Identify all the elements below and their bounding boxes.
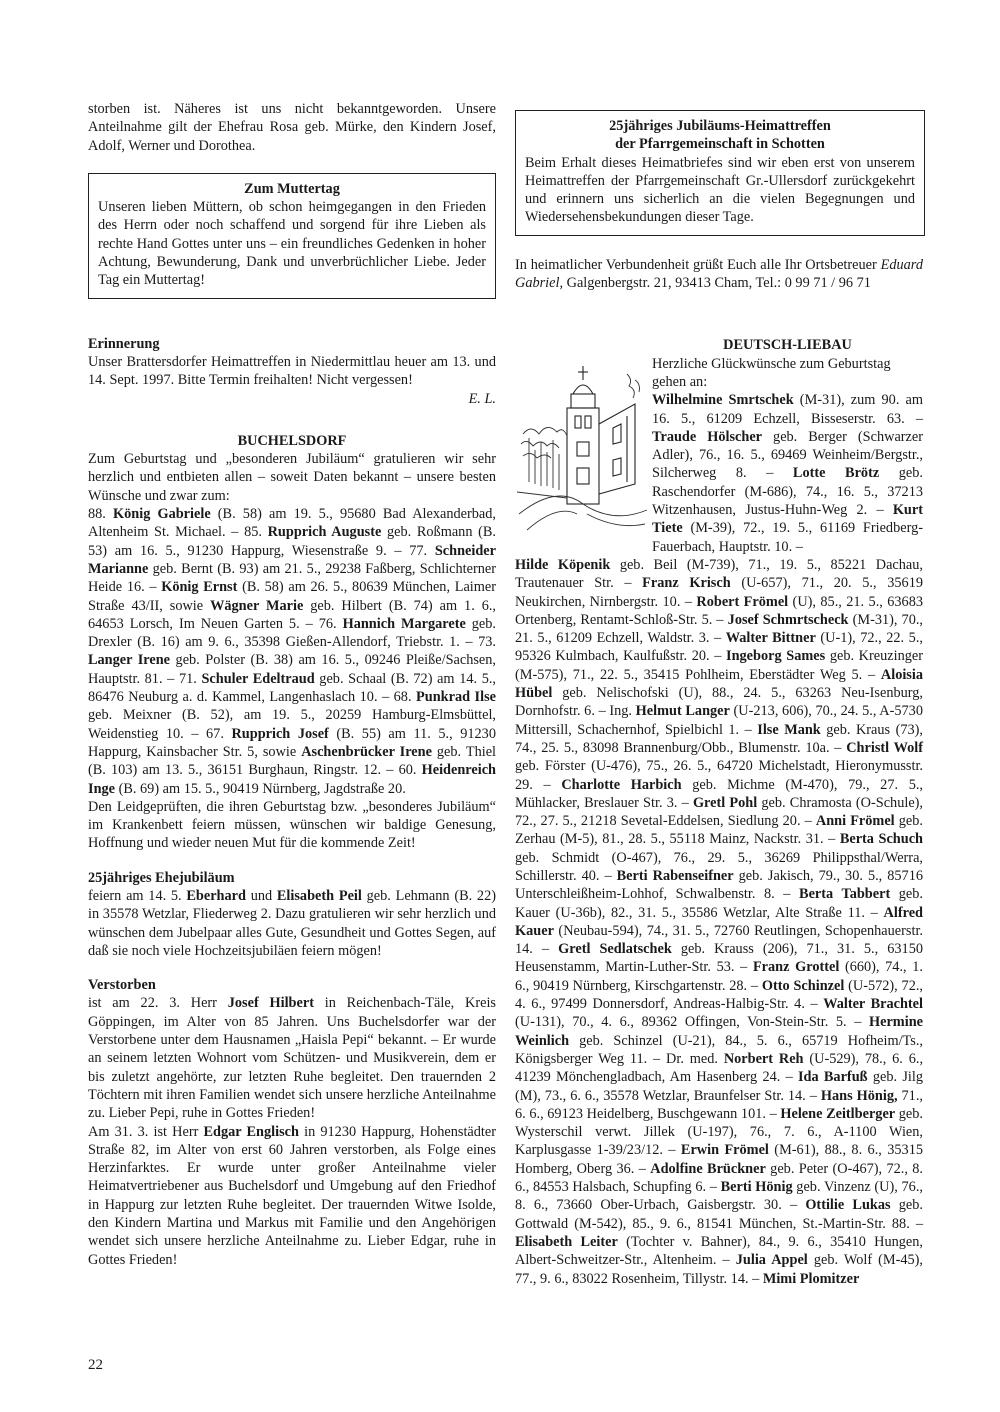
birthday-name: Heidenreich Inge <box>88 762 496 797</box>
liebau-birthday-details: geb. Schinzel (U-21), 84., 5. 6., 65719 Hofheim/Ts., Königsberger Weg 11. – Dr. med. <box>515 1032 923 1067</box>
liebau-birthday-details: (Tochter v. Bahner), 84., 9. 6., 35410 Hungen, Albert-Schweitzer-Str., Altenheim. – <box>515 1233 923 1269</box>
birthday-name: König Ernst <box>161 579 238 596</box>
liebau-birthday-name: Ilse Mank <box>757 721 821 738</box>
ehejub-text-3: geb. Lehmann (B. 22) in 35578 Wetzlar, Fliederweg 2. Dazu gratulieren wir sehr herzlich und wünschen dem Jubelpaar alles Gute, Gesundheit und Gottes Segen, auf daß sie noch viele Hochzeitsjubiläen feiern mögen! <box>88 887 496 959</box>
liebau-list-top <box>652 391 923 556</box>
ortsbetreuer-greeting <box>515 256 923 293</box>
liebau-birthday-details: (660), 74., 1. 6., 90419 Nürnberg, Kirschgartenstr. 28. – <box>515 959 923 994</box>
liebau-birthday-details: (U-657), 71., 20. 5., 35619 Neukirchen, Nirnbergstr. 10. – <box>515 575 923 610</box>
liebau-birthday-name: Berta Tabbert <box>799 886 891 903</box>
birthday-name: Schuler Edeltraud <box>201 670 315 687</box>
birthday-age: 71. <box>178 670 202 687</box>
right-column <box>515 110 923 1288</box>
ehejub-name-1: Eberhard <box>186 887 246 904</box>
liebau-birthday-details: (U), 85., 21. 5., 63683 Ortenberg, Rentamt-Schloß-Str. 5. – <box>515 593 923 628</box>
liebau-birthday-name: Anni Frömel <box>815 813 895 830</box>
ehejubilaeum-text <box>88 887 496 960</box>
liebau-birthday-details: geb. Wysterschil verwt. Jillek (U-197), 76., 7. 6., A-1100 Wien, Karplusgasse 1-39/23/12. – <box>515 1105 923 1159</box>
liebau-birthday-name: Mimi Plomitzer <box>762 1270 860 1287</box>
birthday-age: 85. <box>244 524 268 541</box>
ehejub-text-2: und <box>245 887 277 904</box>
liebau-birthday-details: geb. Jakisch, 79., 30. 5., 85716 Unterschleißheim-Lohhof, Schwalbenstr. 8. – <box>515 867 924 903</box>
liebau-birthday-details: geb. Raschendorfer (M-686), 74., 16. 5., 37213 Witzenhausen, Justus-Huhn-Weg 2. – <box>652 465 923 519</box>
liebau-birthday-name: Erwin Frömel <box>680 1142 769 1159</box>
verstorben-p1-name: Josef Hilbert <box>227 995 314 1012</box>
birthday-name: Rupprich Josef <box>231 725 329 742</box>
liebau-birthday-name: Adolfine Brückner <box>650 1160 766 1177</box>
liebau-birthday-name: Ottilie Lukas <box>805 1197 891 1214</box>
liebau-birthday-details: (M-61), 88., 8. 6., 35315 Homberg, Oberg 36. – <box>515 1142 923 1177</box>
birthday-details: geb. Polster (B. 38) am 16. 5., 09246 Pleiße/Sachsen, Hauptstr. 81. – <box>88 652 496 687</box>
liebau-birthday-details: (Neubau-594), 74., 31. 5., 72760 Reutlingen, Schopenhauerstr. 14. – <box>515 922 923 958</box>
liebau-birthday-name: Hans Hönig, <box>820 1087 898 1104</box>
birthday-age: 76. <box>318 615 343 632</box>
obituary-continuation: storben ist. Näheres ist uns nicht bekanntgeworden. Unsere Anteilnahme gilt der Ehefrau Rosa geb. Mürke, den Kindern Josef, Adolf, Werner und Dorothea. <box>88 101 496 154</box>
liebau-birthday-details: geb. Michme (M-470), 79., 27. 5., Mühlacker, Breslauer Str. 3. – <box>515 776 923 811</box>
liebau-birthday-name: Franz Grottel <box>752 959 840 976</box>
liebau-birthday-name: Gretl Pohl <box>692 794 758 811</box>
liebau-birthday-details: geb. Gottwald (M-542), 85., 9. 6., 81541 München, St.-Martin-Str. 88. – <box>515 1197 923 1232</box>
birthday-name: Hannich Margarete <box>342 615 466 632</box>
liebau-birthday-details: geb. Jilg (M), 73., 6. 6., 35578 Wetzlar, Braunfelser Str. 14. – <box>515 1069 923 1104</box>
liebau-birthday-name: Ingeborg Sames <box>726 648 826 665</box>
liebau-birthday-details: geb. Wolf (M-45), 77., 9. 6., 83022 Rosenheim, Tillystr. 14. – <box>515 1252 923 1287</box>
liebau-birthday-details: geb. Peter (O-467), 72., 8. 6., 84553 Halsbach, Schupfing 6. – <box>515 1160 923 1196</box>
verstorben-section <box>88 976 496 1269</box>
liebau-birthday-name: Berta Schuch <box>839 831 923 848</box>
liebau-birthday-name: Christl Wolf <box>846 739 923 756</box>
liebau-birthday-details: (U-572), 72., 4. 6., 97499 Donnersdorf, Andreas-Halbig-Str. 4. – <box>515 977 924 1013</box>
liebau-birthday-details: (U-131), 70., 4. 6., 89362 Offingen, Von-Stein-Str. 5. – <box>515 1014 869 1031</box>
liebau-birthday-name: Elisabeth Leiter <box>515 1233 618 1250</box>
verstorben-p2-b: in 91230 Happurg, Hohenstädter Straße 82, im Alter von erst 60 Jahren verstorben, als Folge eines Herzinfarktes. Er wurde unter großer Anteilnahme vieler Heimatvertriebener aus Buchelsdorf und Umgebung auf den Friedhof in Happurg zur letzten Ruhe begleitet. Der trauernden Witwe Isolde, den Kindern Martina und Markus mit Familie und den Angehörigen wendet sich unsere herzliche Anteilnahme zu. Lieber Edgar, ruhe in Gottes Frieden! <box>88 1123 496 1268</box>
ortsbetreuer-text-1: In heimatlicher Verbundenheit grüßt Euch alle Ihr Ortsbetreuer <box>515 256 881 273</box>
birthday-details: (B. 69) am 15. 5., 90419 Nürnberg, Jagdstraße 20. <box>115 780 406 797</box>
muttertag-box <box>88 173 496 299</box>
buchelsdorf-title: BUCHELSDORF <box>237 432 347 449</box>
ortsbetreuer-text-2: Galgenbergstr. 21, 93413 Cham, Tel.: 0 99 71 / 96 71 <box>563 275 871 292</box>
liebau-list-body <box>515 556 923 1288</box>
liebau-birthday-details: (M-39), 72., 19. 5., 61169 Friedberg-Fauerbach, Hauptstr. 10. – <box>652 520 923 555</box>
birthday-details: geb. Roßmann (B. 53) am 16. 5., 91230 Happurg, Wiesenstraße 9. – <box>88 524 496 559</box>
liebau-birthday-name: Helmut Langer <box>635 703 730 720</box>
liebau-birthday-details: (M-31), zum 90. am 16. 5., 61209 Echzell, Bisseserstr. 63. – <box>652 392 923 427</box>
verstorben-title: Verstorben <box>88 977 156 994</box>
liebau-birthday-details: geb. Beil (M-739), 71., 19. 5., 85221 Dachau, Trautenauer Str. – <box>515 556 923 592</box>
liebau-birthday-name: Franz Krisch <box>642 575 731 592</box>
liebau-birthday-name: Wilhelmine Smrtschek <box>652 392 794 409</box>
liebau-birthday-name: Charlotte Harbich <box>561 776 682 793</box>
ehejub-name-2: Elisabeth Peil <box>276 887 362 904</box>
deutsch-liebau-section <box>515 336 923 1287</box>
erinnerung-signature: E. L. <box>468 390 496 407</box>
liebau-birthday-details: (U-213, 606), 70., 24. 5., A-5730 Mittersill, Schachernhof, Spielbichl 1. – <box>515 703 923 738</box>
church-illustration <box>517 364 649 532</box>
liebau-birthday-name: Lotte Brötz <box>792 465 880 482</box>
liebau-birthday-details: geb. Zerhau (M-5), 81., 28. 5., 55118 Mainz, Nackstr. 31. – <box>515 813 923 848</box>
ehejub-text-1: feiern am 14. 5. <box>88 887 187 904</box>
birthday-name: Wägner Marie <box>210 597 304 614</box>
birthday-details: geb. Hilbert (B. 74) am 1. 6., 64653 Lorsch, Im Neuen Garten 5. – <box>88 597 496 632</box>
page-number: 22 <box>88 1357 103 1373</box>
liebau-birthday-name: Helene Zeitlberger <box>780 1105 896 1122</box>
verstorben-p1-a: ist am 22. 3. Herr <box>88 995 228 1012</box>
liebau-birthday-details: geb. Förster (U-476), 75., 26. 5., 64720 Michelstadt, Hieronymusstr. 29. – <box>515 758 923 793</box>
liebau-birthday-name: Walter Bittner <box>725 630 816 647</box>
liebau-birthday-details: 71., 6. 6., 69123 Heidelberg, Buschgewann 101. – <box>515 1087 923 1122</box>
heimattreffen-box <box>515 110 925 236</box>
birthday-name: Rupprich Auguste <box>267 524 382 541</box>
birthday-details: (B. 55) am 11. 5., 91230 Happurg, Kainsbacher Str. 5, sowie <box>88 725 496 760</box>
liebau-birthday-details: geb. Vinzenz (U), 76., 8. 6., 73660 Ober-Urbach, Gaisbergstr. 30. – <box>515 1179 923 1214</box>
liebau-birthday-details: geb. Kauer (U-36b), 82., 31. 5., 35586 Wetzlar, Alte Straße 11. – <box>515 886 924 921</box>
birthday-details: geb. Meixner (B. 52), am 19. 5., 20259 Hamburg-Elmsbüttel, Weidenstieg 10. – <box>88 707 496 742</box>
liebau-birthday-details: geb. Krauss (206), 71., 31. 5., 63150 Heusenstamm, Martin-Luther-Str. 53. – <box>515 941 924 976</box>
erinnerung-section <box>88 335 496 408</box>
deutsch-liebau-title: DEUTSCH-LIEBAU <box>723 337 852 354</box>
verstorben-p2-a: Am 31. 3. ist Herr <box>88 1123 204 1140</box>
liebau-birthday-name: Hilde Köpenik <box>515 556 611 573</box>
liebau-birthday-name: Walter Brachtel <box>823 996 923 1013</box>
liebau-birthday-details: geb. Kraus (73), 74., 25. 5., 83098 Brannenburg/Obb., Blumenstr. 10a. – <box>515 721 923 756</box>
birthday-name: Aschenbrücker Irene <box>301 743 432 760</box>
birthday-name: Schneider Marianne <box>88 542 496 577</box>
birthday-details: (B. 58) am 26. 5., 80639 München, Laimer Straße 43/II, sowie <box>88 579 496 614</box>
ortsbetreuer-name: Eduard Gabriel, <box>515 256 923 292</box>
buchelsdorf-birthday-list <box>88 505 496 798</box>
birthday-age: 77. <box>409 542 435 559</box>
liebau-birthday-name: Robert Frömel <box>696 593 789 610</box>
verstorben-p2-name: Edgar Englisch <box>203 1123 299 1140</box>
liebau-birthday-details: (U-1), 72., 22. 5., 95326 Kulmbach, Kaulfußstr. 20. – <box>515 630 923 665</box>
verstorben-paragraph-2 <box>88 1123 496 1269</box>
birthday-name: König Gabriele <box>113 506 211 523</box>
birthday-details: (B. 58) am 19. 5., 95680 Bad Alexanderbad, Altenheim St. Michael. – <box>88 506 496 541</box>
heimattreffen-title-2: der Pfarrgemeinschaft in Schotten <box>615 136 825 153</box>
erinnerung-title: Erinnerung <box>88 335 160 352</box>
liebau-birthday-details: geb. Nelischofski (U), 88., 24. 5., 63263 Neu-Isenburg, Dornhofstr. 6. – Ing. <box>515 685 923 720</box>
birthday-details: geb. Thiel (B. 103) am 13. 5., 36151 Burghaun, Ringstr. 12. – <box>88 743 497 779</box>
liebau-birthday-details: geb. Kreuzinger (M-575), 71., 22. 5., 35415 Pohlheim, Eberstädter Weg 5. – <box>515 648 923 683</box>
deutsch-liebau-intro: Herzliche Glückwünsche zum Geburtstag gehen an: <box>652 355 891 390</box>
liebau-birthday-name: Hermine Weinlich <box>515 1014 923 1049</box>
left-column <box>88 100 496 1269</box>
liebau-birthday-details: (U-529), 78., 6. 6., 41239 Mönchengladbach, Am Hasenberg 24. – <box>515 1050 924 1086</box>
buchelsdorf-intro: Zum Geburtstag und „besonderen Jubiläum“ gratulieren wir sehr herzlich und entbieten allen – soweit Daten bekannt – unsere besten Wünsche und zwar zum: <box>88 451 496 504</box>
liebau-birthday-name: Norbert Reh <box>723 1050 804 1067</box>
heimattreffen-text: Beim Erhalt dieses Heimatbriefes sind wir eben erst von unserem Heimattreffen der Pfarrgemeinschaft Gr.-Ullersdorf zurückgekehrt und erinnern uns sicherlich an die vielen Begegnungen und Wiedersehensbekundungen dieser Tage. <box>525 154 915 226</box>
liebau-birthday-name: Julia Appel <box>735 1252 808 1269</box>
liebau-birthday-name: Ida Barfuß <box>797 1069 868 1086</box>
liebau-birthday-name: Traude Hölscher <box>652 428 763 445</box>
birthday-name: Langer Irene <box>88 652 171 669</box>
liebau-birthday-name: Alfred Kauer <box>515 904 923 939</box>
liebau-birthday-name: Otto Schinzel <box>761 977 845 994</box>
muttertag-title: Zum Muttertag <box>244 180 340 197</box>
liebau-birthday-name: Josef Schmrtscheck <box>727 611 849 628</box>
birthday-name: Punkrad Ilse <box>416 689 497 706</box>
liebau-birthday-name: Kurt Tiete <box>652 502 923 537</box>
liebau-birthday-details: geb. Chramosta (O-Schule), 72., 27. 5., 21218 Sevetal-Eddelsen, Siedlung 20. – <box>515 794 924 830</box>
birthday-details: geb. Schaal (B. 72) am 14. 5., 86476 Neuburg a. d. Kammel, Langenhaslach 10. – <box>88 670 496 706</box>
heimattreffen-title-1: 25jähriges Jubiläums-Heimattreffen <box>609 118 831 134</box>
liebau-birthday-name: Berti Hönig <box>720 1179 793 1196</box>
muttertag-text: Unseren lieben Müttern, ob schon heimgegangen in den Frieden des Herrn oder noch schaffend und sorgend für ihre Lieben als rechte Hand Gottes unter uns – ein freundliches Gedenken in hoher Achtung, Bewunderung, Dank und unverbrüchlicher Liebe. Jeder Tag ein Muttertag! <box>98 199 486 289</box>
birthday-details: geb. Drexler (B. 16) am 9. 6., 35398 Gießen-Allendorf, Triebstr. 1. – <box>88 615 496 651</box>
liebau-birthday-name: Gretl Sedlatschek <box>558 941 672 958</box>
liebau-birthday-details: geb. Berger (Schwarzer Adler), 76., 16. 5., 69469 Weinheim/Bergstr., Silcherweg 8. – <box>652 428 924 482</box>
buchelsdorf-closing: Den Leidgeprüften, die ihren Geburtstag bzw. „besonderes Jubiläum“ im Krankenbett feiern müssen, wünschen wir baldige Genesung, Hoffnung und wieder neuen Mut für die kommende Zeit! <box>88 798 496 852</box>
birthday-age: 73. <box>478 634 496 651</box>
verstorben-p1-b: in Reichenbach-Täle, Kreis Göppingen, im Alter von 85 Jahren. Uns Buchelsdorfer war der Verstorbene unter dem Hausnamen „Haisla Pepi“ bekannt. – Er wurde an seinem letzten Wohnort vom Schützen- und Musikverein, dem er bis zuletzt angehörte, zur letzten Ruhe begleitet. Den trauernden 2 Töchtern mit ihren Familien wendet sich unsere herzliche Anteilnahme zu. Lieber Pepi, ruhe in Gottes Frieden! <box>88 995 496 1122</box>
liebau-birthday-details: (M-31), 70., 21. 5., 61209 Echzell, Waldstr. 3. – <box>515 611 923 647</box>
birthday-age: 88. <box>88 506 113 523</box>
erinnerung-text: Unser Brattersdorfer Heimattreffen in Niedermittlau heuer am 13. und 14. Sept. 1997. Bitte Termin freihalten! Nicht vergessen! <box>88 353 496 389</box>
ehejubilaeum-section <box>88 869 496 960</box>
birthday-age: 60. <box>398 762 422 779</box>
birthday-age: 68. <box>393 689 417 706</box>
verstorben-paragraph-1 <box>88 994 496 1122</box>
birthday-details: geb. Bernt (B. 93) am 21. 5., 29238 Faßberg, Schlichterner Heide 16. – <box>88 560 496 596</box>
liebau-birthday-details: geb. Schmidt (O-467), 76., 29. 5., 36269 Philippsthal/Werra, Schillerstr. 40. – <box>515 849 923 884</box>
liebau-birthday-name: Aloisia Hübel <box>515 666 923 702</box>
birthday-age: 67. <box>206 725 232 742</box>
ehejubilaeum-title: 25jähriges Ehejubiläum <box>88 869 235 886</box>
liebau-birthday-name: Berti Rabenseifner <box>616 867 734 884</box>
